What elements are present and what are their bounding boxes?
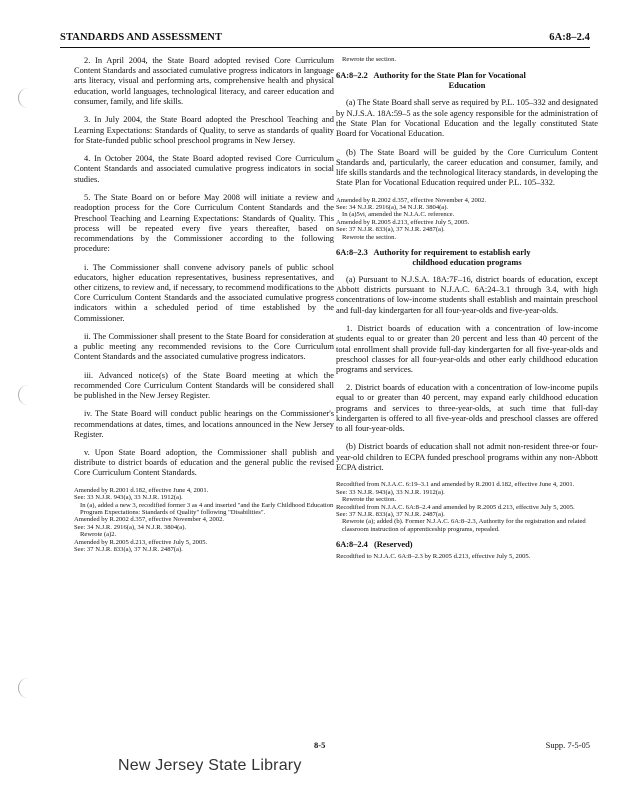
- section-2-3-a-2: 2. District boards of education with a concentration of low-income pupils equal to or greater than 40 percent, may expand early childhood education programs and services to three-year-olds, at such time that full-day kindergarten is offered to all five-year-olds and preschool classes are offered to all four-year-olds.: [336, 383, 598, 434]
- left-column: [74, 56, 334, 560]
- procedure-step-iii: iii. Advanced notice(s) of the State Board meeting at which the recommended Core Curriculum Content Standards will be considered shall be published in the New Jersey Register.: [74, 370, 334, 401]
- binder-hole-mark: [18, 678, 34, 698]
- page-number-text: 8-5: [314, 740, 326, 750]
- section-2-3-b: (b) District boards of education shall not admit non-resident three-or four-year-old children to ECPA funded preschool programs within any non-Abbott ECPA district.: [336, 442, 598, 472]
- history-line: Rewrote the section.: [342, 56, 397, 63]
- running-header: [60, 30, 590, 48]
- section-2-2-b: (b) The State Board will be guided by the Core Curriculum Content Standards and, particularly, the career education and consumer, family, and life skills standards and the technological literacy standards, in developing the State Plan for Vocational Education required under P.L. 105–332.: [336, 147, 598, 188]
- right-column: [336, 56, 598, 568]
- history-line: In (a)5vi, amended the N.J.A.C. reference.: [342, 211, 455, 219]
- section-number: 6A:8–2.2: [336, 71, 368, 81]
- history-line: See: 33 N.J.R. 943(a), 33 N.J.R. 1912(a).: [336, 488, 445, 496]
- section-title: Authority for requirement to establish early: [373, 248, 531, 258]
- history-line: See: 37 N.J.R. 833(a), 37 N.J.R. 2487(a).: [336, 226, 445, 234]
- library-stamp: New Jersey State Library: [118, 757, 302, 774]
- history-line: Amended by R.2005 d.213, effective July 5, 2005.: [74, 538, 208, 546]
- section-2-4-text: Recodified to N.J.A.C. 6A:8–2.3 by R.2005 d.213, effective July 5, 2005.: [336, 553, 531, 561]
- binder-hole-mark: [18, 88, 34, 108]
- section-number: 6A:8–2.4: [336, 540, 368, 550]
- section-heading-2-3: [336, 248, 598, 268]
- history-line: Recodified from N.J.A.C. 6A:8–2.4 and amended by R.2005 d.213, effective July 5, 2005.: [336, 503, 575, 511]
- paragraph-2: 2. In April 2004, the State Board adopted revised Core Curriculum Content Standards and associated cumulative progress indicators in language arts literacy, visual and performing arts, comprehensive health and physical education, world languages, technological literacy, and career education and consumer, family, and life skills.: [74, 56, 334, 106]
- history-notes: [74, 487, 334, 554]
- section-title: Authority for the State Plan for Vocational: [373, 71, 526, 81]
- history-line: See: 37 N.J.R. 833(a), 37 N.J.R. 2487(a).: [336, 510, 445, 518]
- history-line: Rewrote (a); added (b). Former N.J.A.C. 6A:8–2.3, Authority for the registration and related classroom instruction of apprenticeship programs, repealed.: [342, 518, 586, 533]
- supplement-date: Supp. 7-5-05: [545, 740, 590, 750]
- history-line: Amended by R.2002 d.357, effective November 4, 2002.: [336, 196, 487, 204]
- history-line: Rewrote (a)2.: [80, 531, 117, 539]
- binder-hole-mark: [18, 385, 34, 405]
- paragraph-5: 5. The State Board on or before May 2008 will initiate a review and readoption process for the Core Curriculum Content Standards and the Preschool Teaching and Learning Expectations: Standards of Quality. This process will be repeated every five years thereafter, based on recommendations by the Commissioner according to the following procedure:: [74, 193, 334, 254]
- section-title-cont: Education: [448, 81, 486, 91]
- section-2-3-a: (a) Pursuant to N.J.S.A. 18A:7F–16, district boards of education, except Abbott districts pursuant to N.J.A.C. 6A:24–3.1 through 3.4, with high concentrations of low-income students shall establish and maintain preschool and full-day kindergarten for all four-year-olds and five-year-olds.: [336, 275, 598, 315]
- history-line: Rewrote the section.: [342, 233, 397, 241]
- section-number: 6A:8–2.3: [336, 248, 368, 258]
- section-heading-2-4: [336, 540, 598, 550]
- history-line: Amended by R.2005 d.213, effective July 5, 2005.: [336, 218, 470, 226]
- section-title-cont: childhood education programs: [412, 258, 522, 268]
- history-line: See: 34 N.J.R. 2916(a), 34 N.J.R. 3804(a).: [336, 204, 449, 212]
- section-heading-2-2: [336, 71, 598, 91]
- history-line: Amended by R.2001 d.182, effective June 4, 2001.: [74, 486, 209, 494]
- procedure-step-v: v. Upon State Board adoption, the Commissioner shall publish and distribute to district boards of education and the general public the revised Core Curriculum Content Standards.: [74, 448, 334, 478]
- history-notes: [336, 197, 598, 241]
- paragraph-3: 3. In July 2004, the State Board adopted the Preschool Teaching and Learning Expectations: Standards of Quality, to serve as standards of quality for State-funded public school preschool programs in New Jersey.: [74, 115, 334, 145]
- history-notes: [336, 481, 598, 533]
- section-2-2-a: (a) The State Board shall serve as required by P.L. 105–332 and designated by N.J.S.A. 18A:59–5 as the sole agency responsible for the administration of the State Plan for Vocational Education and the legally constituted State Board for Vocational Education.: [336, 98, 598, 139]
- section-title: (Reserved): [373, 540, 413, 550]
- section-2-3-a-1: 1. District boards of education with a concentration of low-income students equal to or greater than 20 percent and less than 40 percent of the total enrollment shall provide full-day kindergarten for all five-year-olds and preschool classes for all four-year-olds and other early childhood education programs and services.: [336, 324, 598, 374]
- procedure-step-iv: iv. The State Board will conduct public hearings on the Commissioner's recommendations at dates, times, and locations announced in the New Jersey Register.: [74, 409, 334, 439]
- history-line: Amended by R.2002 d.357, effective November 4, 2002.: [74, 516, 225, 524]
- header-title: STANDARDS AND ASSESSMENT: [60, 32, 223, 43]
- history-line: See: 34 N.J.R. 2916(a), 34 N.J.R. 3804(a).: [74, 523, 187, 531]
- procedure-step-ii: ii. The Commissioner shall present to the State Board for consideration at a public meeting any recommended revisions to the Core Curriculum Content Standards and the associated cumulative progress indicators.: [74, 331, 334, 362]
- header-section-number: 6A:8–2.4: [549, 32, 590, 43]
- history-line: In (a), added a new 3, recodified former 3 as 4 and inserted "and the Early Childhood Education Program Expectations: Standards of Quality" following "Disabilities".: [80, 501, 334, 516]
- history-line: See: 33 N.J.R. 943(a), 33 N.J.R. 1912(a).: [74, 494, 183, 502]
- paragraph-4: 4. In October 2004, the State Board adopted revised Core Curriculum Content Standards and associated cumulative progress indicators in social studies.: [74, 154, 334, 184]
- history-line: Rewrote the section.: [342, 496, 397, 504]
- procedure-step-i: i. The Commissioner shall convene advisory panels of public school educators, higher education representatives, business representatives, and other citizens, to review and, if necessary, to recommend modifications to the Core Curriculum Content Standards and the associated cumulative progress indicators within a scheduled period of time established by the Commissioner.: [74, 262, 334, 323]
- history-line: See: 37 N.J.R. 833(a), 37 N.J.R. 2487(a).: [74, 546, 183, 554]
- history-line: Recodified from N.J.A.C. 6:19–3.1 and amended by R.2001 d.182, effective June 4, 2001.: [336, 481, 575, 489]
